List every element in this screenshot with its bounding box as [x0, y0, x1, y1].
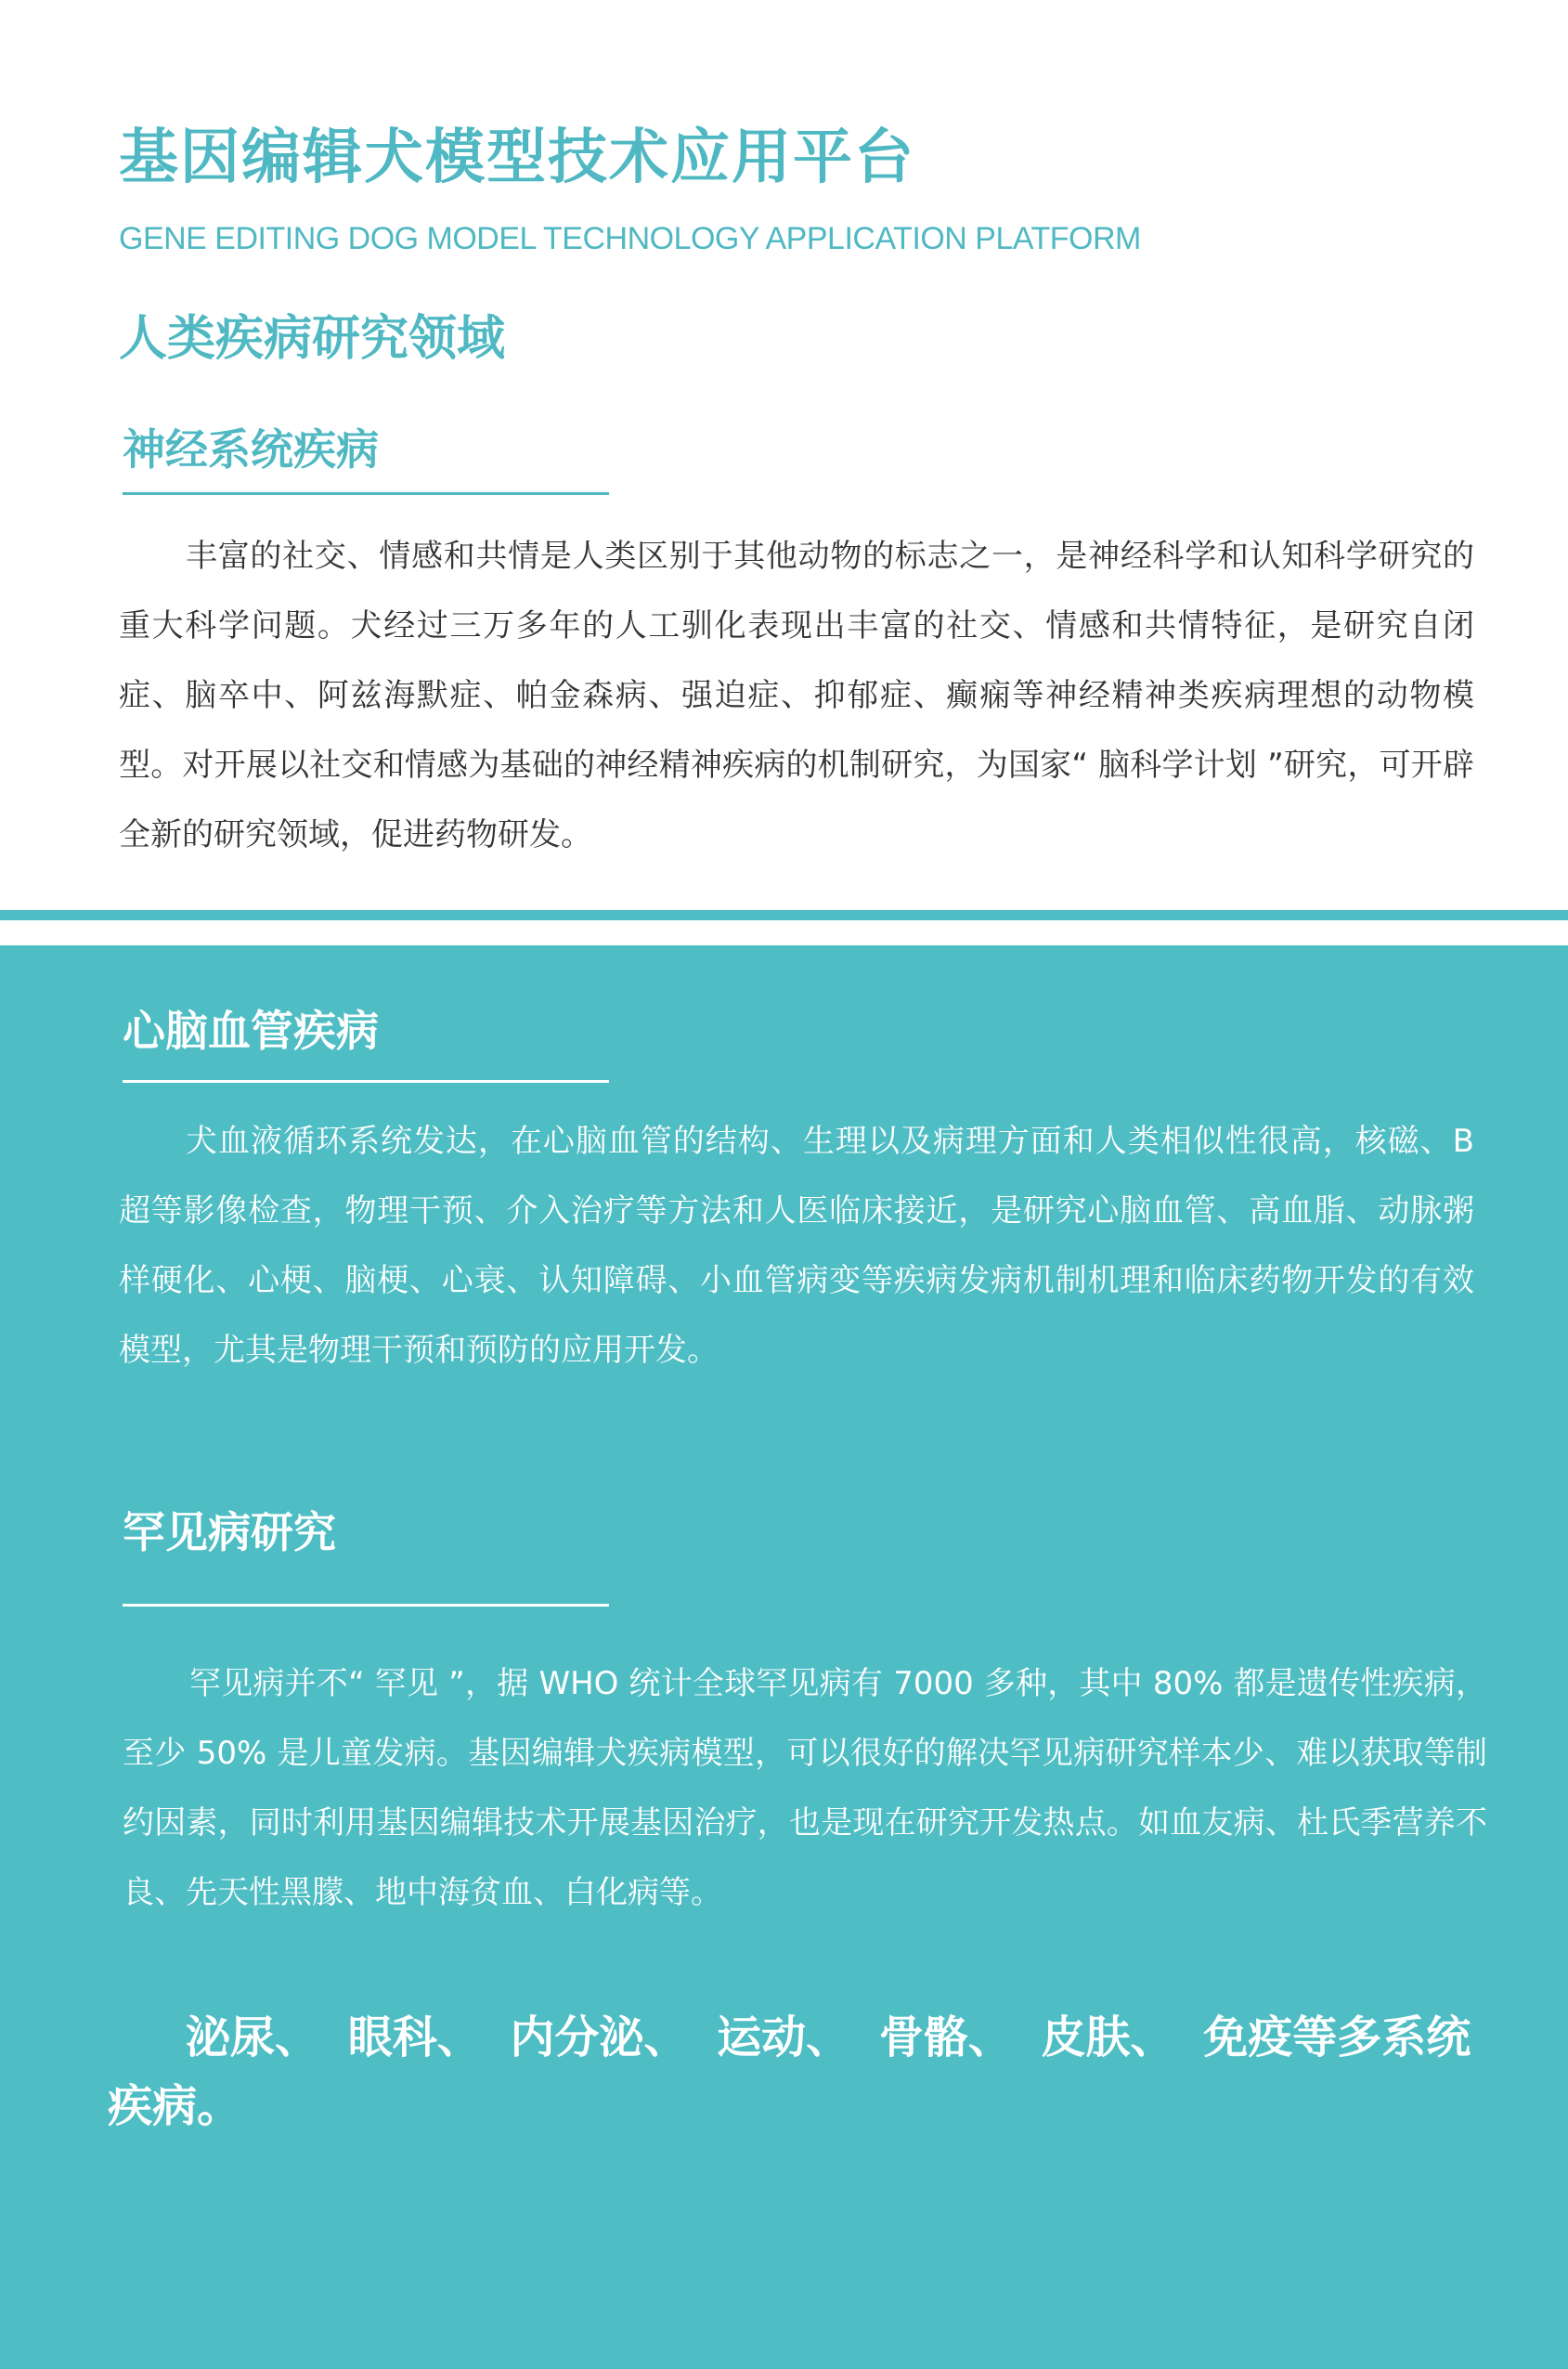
page-subtitle: GENE EDITING DOG MODEL TECHNOLOGY APPLICATION PLATFORM [119, 221, 1141, 256]
section-rule-cardio [123, 1080, 609, 1083]
page-title: 基因编辑犬模型技术应用平台 [119, 124, 915, 192]
section-body-neuro: 丰富的社交、情感和共情是人类区别于其他动物的标志之一，是神经科学和认知科学研究的重大科学问题。犬经过三万多年的人工驯化表现出丰富的社交、情感和共情特征，是研究自闭症、脑卒中、阿兹海默症、帕金森病、强迫症、抑郁症、癫痫等神经精神类疾病理想的动物模型。对开展以社交和情感为基础的神经精神疾病的机制研究，为国家“ 脑科学计划 ”研究，可开辟全新的研究领域，促进药物研发。 [119, 538, 1474, 853]
closing-statement: 泌尿、 眼科、 内分泌、 运动、 骨骼、 皮肤、 免疫等多系统疾病。 [108, 2011, 1471, 2132]
section-heading-neuro: 神经系统疾病 [123, 424, 379, 475]
section-heading-rare: 罕见病研究 [123, 1507, 336, 1557]
section-heading-cardio: 心脑血管疾病 [123, 1006, 379, 1056]
section-body-cardio: 犬血液循环系统发达，在心脑血管的结构、生理以及病理方面和人类相似性很高，核磁、B 超等影像检查，物理干预、介入治疗等方法和人医临床接近，是研究心脑血管、高血脂、动脉粥样硬化、心梗、脑梗、心衰、认知障碍、小血管病变等疾病发病机制机理和临床药物开发的有效模型，尤其是物理干预和预防的应用开发。 [119, 1123, 1474, 1369]
section-body-rare: 罕见病并不“ 罕见 ”，据 WHO 统计全球罕见病有 7000 多种，其中 80% 都是遗传性疾病，至少 50% 是儿童发病。基因编辑犬疾病模型，可以很好的解决罕见病研究样本少、难以获取等制约因素，同时利用基因编辑技术开展基因治疗，也是现在研究开发热点。如血友病、杜氏季营养不良、先天性黑朦、地中海贫血、白化病等。 [123, 1665, 1487, 1911]
domain-title: 人类疾病研究领域 [119, 311, 506, 367]
section-rule-rare [123, 1604, 609, 1607]
divider-band [0, 910, 1568, 920]
section-rule-neuro [123, 492, 609, 495]
